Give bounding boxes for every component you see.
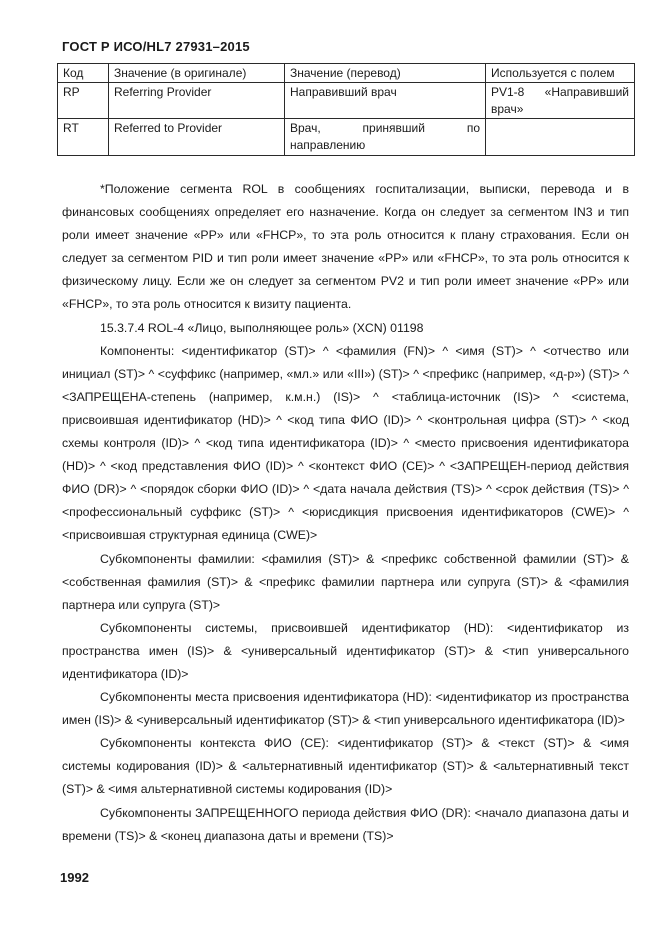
- cell-translation: Врач, принявший по направлению: [285, 119, 486, 156]
- components-paragraph: Компоненты: <идентификатор (ST)> ^ <фамилия (FN)> ^ <имя (ST)> ^ <отчество или инициал (ST)> ^ <суффикс (например, «мл.» или «III») (ST)> ^ <префикс (например, «д-р») (ST)> ^ <ЗАПРЕЩЕНА-степень (например, к.м.н.) (IS)> ^ <таблица-источник (IS)> ^ <система, присвоившая идентификатор (HD)> ^ <код типа ФИО (ID)> ^ <контрольная цифра (ST)> ^ <код схемы контроля (ID)> ^ <код типа идентификатора (ID)> ^ <место присвоения идентификатора (HD)> ^ <код представления ФИО (ID)> ^ <контекст ФИО (CE)> ^ <ЗАПРЕЩЕН-период действия ФИО (DR)> ^ <порядок сборки ФИО (ID)> ^ <дата начала действия (TS)> ^ <срок действия (TS)> ^ <профессиональный суффикс (ST)> ^ <юрисдикция присвоения идентификаторов (CWE)> ^ <присвоившая структурная единица (CWE)>: [62, 343, 629, 543]
- cell-original: Referring Provider: [109, 83, 285, 119]
- body-text: [62, 178, 629, 848]
- table-row: [58, 83, 635, 119]
- assigning-facility-subcomponents: Субкомпоненты места присвоения идентификатора (HD): <идентификатор из пространства имен (IS)> & <универсальный идентификатор (ST)> & <тип универсального идентификатора (ID)>: [62, 690, 629, 728]
- section-heading: 15.3.7.4 ROL-4 «Лицо, выполняющее роль» (XCN) 01198: [100, 320, 424, 335]
- name-validity-range-subcomponents: Субкомпоненты ЗАПРЕЩЕННОГО периода действия ФИО (DR): <начало диапазона даты и времени (TS)> & <конец диапазона даты и времени (TS)>: [62, 805, 629, 843]
- page-number: 1992: [60, 870, 89, 885]
- table-row: [58, 119, 635, 156]
- family-name-subcomponents: Субкомпоненты фамилии: <фамилия (ST)> & <префикс собственной фамилии (ST)> & <собственная фамилия (ST)> & <префикс фамилии партнера или супруга (ST)> & <фамилия партнера или супруга (ST)>: [62, 551, 629, 612]
- cell-field: [486, 119, 635, 156]
- cell-code: RP: [58, 83, 109, 119]
- cell-translation: Направивший врач: [285, 83, 486, 119]
- role-code-table: [57, 63, 635, 156]
- document-header: ГОСТ Р ИСО/HL7 27931–2015: [62, 39, 250, 54]
- cell-field: PV1-8 «Направивший врач»: [486, 83, 635, 119]
- column-header-translation: Значение (перевод): [285, 64, 486, 83]
- column-header-field: Используется с полем: [486, 64, 635, 83]
- cell-original: Referred to Provider: [109, 119, 285, 156]
- column-header-original: Значение (в оригинале): [109, 64, 285, 83]
- table-header-row: [58, 64, 635, 83]
- cell-code: RT: [58, 119, 109, 156]
- name-context-subcomponents: Субкомпоненты контекста ФИО (CE): <идентификатор (ST)> & <текст (ST)> & <имя системы кодирования (ID)> & <альтернативный идентификатор (ST)> & <альтернативный текст (ST)> & <имя альтернативной системы кодирования (ID)>: [62, 736, 629, 797]
- assigning-system-subcomponents: Субкомпоненты системы, присвоившей идентификатор (HD): <идентификатор из пространства имен (IS)> & <универсальный идентификатор (ST)> & <тип универсального идентификатора (ID)>: [62, 620, 629, 681]
- column-header-code: Код: [58, 64, 109, 83]
- footnote-paragraph: *Положение сегмента ROL в сообщениях госпитализации, выписки, перевода и в финансовых сообщениях определяет его назначение. Когда он следует за сегментом IN3 и тип роли имеет значение «PP» или «FHCP», то эта роль относится к плану страхования. Если он следует за сегментом PID и тип роли имеет значение «PP» или «FHCP», то эта роль относится к физическому лицу. Если же он следует за сегментом PV2 и тип роли имеет значение «PP» или «FHCP», то эта роль относится к визиту пациента.: [62, 182, 629, 312]
